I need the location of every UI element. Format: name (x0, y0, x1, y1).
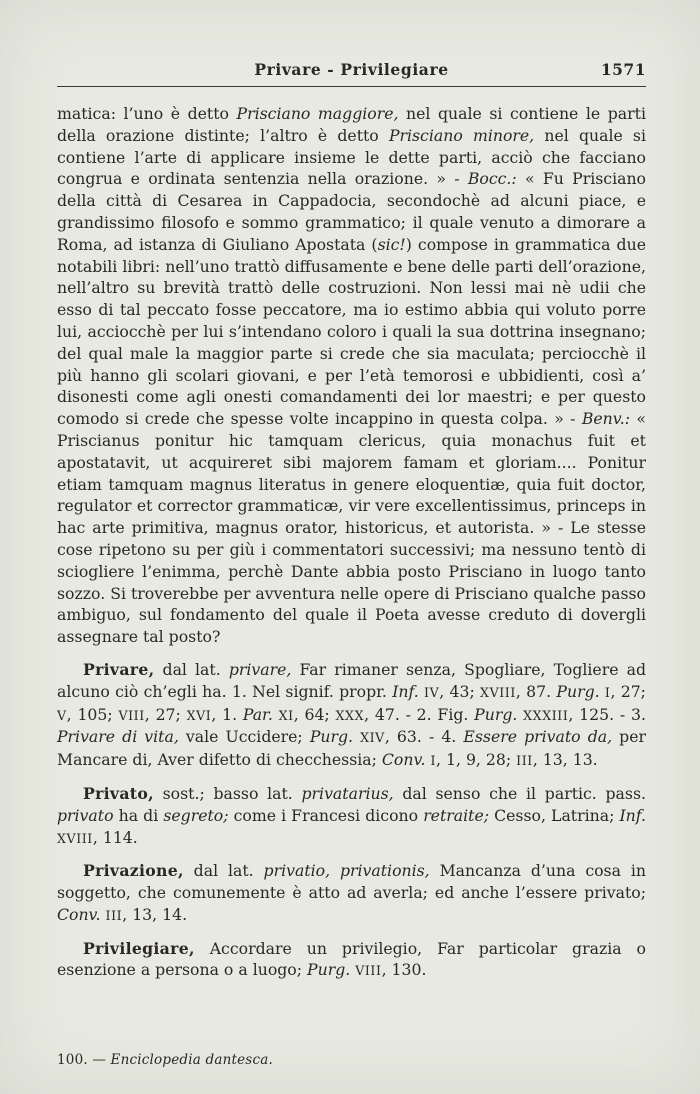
text-segment: Cesso, Latrina; (489, 805, 620, 825)
text-segment: , 47. - 2. Fig. (364, 704, 475, 724)
text-segment: Mancanza d’una cosa in soggetto, che comunemente è atto ad averla; ed anche l’essere privato; (57, 861, 646, 903)
text-segment: nel quale si contiene le parti della orazione distinte; l’altro è detto (57, 104, 646, 145)
text-segment: nel quale si contiene l’arte di applicare insieme le dette parti, acciò che facciano congrua e ordinata sentenzia nella orazione. » - (57, 125, 646, 189)
text-segment: III (516, 753, 533, 769)
text-segment: dal senso che il partic. pass. (393, 783, 646, 803)
running-head-title: Privare - Privilegiare (254, 60, 449, 79)
text-segment: come i Francesi dicono (228, 805, 424, 825)
text-segment: XVI (186, 707, 212, 723)
text-segment: XXX (335, 707, 365, 723)
text-segment: per Mancare di, Aver difetto di checchessia; (57, 727, 647, 770)
text-segment: privatarius, (301, 783, 394, 803)
text-segment: Purg. (307, 960, 351, 980)
text-segment: XI (278, 707, 294, 723)
text-segment: , 114. (92, 827, 138, 847)
text-segment: Far rimaner senza, Spogliare, Togliere ad alcuno ciò ch’egli ha. 1. Nel signif. propr. (57, 659, 646, 701)
text-segment: Prisciano minore, (388, 125, 535, 145)
text-segment: Purg. (309, 727, 353, 747)
page-number: 1571 (600, 60, 646, 79)
text-segment: Purg. (474, 704, 518, 724)
text-segment: Privato, (83, 783, 154, 803)
text-segment: Enciclopedia dantesca. (110, 1052, 273, 1068)
text-segment: , 63. - 4. (384, 727, 464, 747)
text-segment: , 87. (515, 681, 557, 701)
text-segment: , 27; (610, 681, 646, 701)
text-segment: Benv.: (581, 409, 631, 429)
text-segment: , 13, 14. (122, 904, 188, 924)
text-segment: Inf. (619, 805, 646, 825)
dictionary-entry (57, 860, 646, 926)
text-segment: dal lat. (183, 861, 264, 881)
text-segment: I (430, 753, 437, 769)
text-segment: Privazione, (83, 861, 184, 881)
text-segment: Privare, (83, 659, 155, 679)
text-segment: III (105, 907, 123, 923)
text-segment: VIII (118, 707, 145, 723)
text-segment: dal lat. (154, 659, 229, 679)
text-segment: V (57, 707, 67, 723)
text-segment: , 1, 9, 28; (436, 750, 517, 770)
text-segment: , 130. (381, 960, 427, 980)
text-segment: , 1. (211, 704, 243, 724)
text-segment: Privilegiare, (83, 938, 195, 958)
text-segment: Essere privato da, (463, 727, 613, 747)
text-segment: , 105; (66, 704, 119, 724)
text-segment: Bocc.: (467, 169, 517, 189)
text-segment: segreto; (163, 805, 229, 825)
text-segment: I (604, 684, 611, 700)
text-segment: VIII (355, 963, 382, 979)
text-segment: sost.; basso lat. (153, 783, 302, 803)
text-segment: ) compose in grammatica due notabili libri: nell’uno trattò diffusamente e bene delle parti dell’orazione, nell’altro su brevità trattò delle costruzioni. Non lessi mai nè udii che esso di tal peccato fosse peccatore, ma io estimo abbia qui voluto porre lui, acciocchè per lui s’intendano coloro i quali la sua dottrina insegnano; del qual male la maggior parte si crede che sia maculata; perciocchè il più hanno gli scolari giovani, e per l’età temorosi e ubbidienti, così a’ disonesti come agli onesti comandamenti dei lor maestri; e per questo comodo si crede che spesse volte incappino in questa colpa. » - (57, 234, 646, 429)
text-segment: matica: l’uno è detto (57, 104, 237, 123)
text-segment: IV (424, 684, 440, 700)
text-segment: vale Uccidere; (178, 727, 310, 747)
text-segment: , 13, 13. (532, 750, 598, 770)
text-segment: « Fu Prisciano della città di Cesarea in Cappadocia, secondochè ad alcuni piace, e grandissimo filosofo e sommo grammatico; il quale venuto a dimorare a Roma, ad istanza di Giuliano Apostata ( (57, 169, 646, 254)
text-segment: Conv. (381, 750, 426, 770)
text-segment: privato (57, 805, 114, 825)
text-segment: Prisciano maggiore, (236, 104, 399, 123)
text-segment: Accordare un privilegio, Far particolar grazia o esenzione a persona o a luogo; (57, 938, 646, 980)
text-segment: Conv. (57, 904, 101, 924)
text-segment: Privare di vita, (57, 727, 179, 747)
dictionary-entry (57, 783, 646, 849)
text-segment: XVIII (57, 830, 93, 846)
text-segment: Par. (242, 704, 273, 724)
text-segment: « Priscianus ponitur hic tamquam clericus, quia monachus fuit et apostatavit, ut acquireret sibi majorem famam et gloriam.... Ponitur etiam tamquam magnus literatus in genere eloquentiæ, quia fuit doctor, regulator et corrector grammaticæ, vir vere excellentissimus, princeps in hac arte primitiva, magnus orator, historicus, et autorista. » - Le stesse cose ripetono su per giù i commentatori successivi; ma nessuno tentò di sciogliere l’enimma, perchè Dante abbia posto Prisciano in luogo tanto sozzo. Si troverebbe per avventura nelle opere di Prisciano qualche passo ambiguo, sul fondamento del quale il Poeta avesse creduto di dovergli assegnare tal posto? (57, 409, 646, 647)
text-segment: , 27; (144, 704, 187, 724)
text-segment: Inf. (392, 681, 419, 701)
paragraph (57, 103, 646, 648)
text-segment: privatio, privationis, (263, 861, 430, 881)
text-segment: XIV (360, 730, 385, 746)
text-segment: sic! (377, 234, 406, 254)
text-segment: privare, (228, 659, 292, 679)
text-segment: , 125. - 3. (568, 704, 646, 724)
text-segment: XXXIII (523, 707, 569, 723)
dictionary-entry (57, 659, 646, 772)
dictionary-entry (57, 938, 646, 983)
text-segment: retraite; (423, 805, 490, 825)
text-segment: ha di (113, 805, 164, 825)
footer-signature-line (57, 1052, 273, 1068)
text-segment: XVIII (480, 684, 516, 700)
text-segment: , 64; (293, 704, 336, 724)
text-block (57, 103, 646, 982)
text-segment: Purg. (556, 681, 600, 701)
text-segment: 100. — (57, 1052, 111, 1068)
text-segment: , 43; (439, 681, 481, 701)
running-head (57, 60, 646, 87)
